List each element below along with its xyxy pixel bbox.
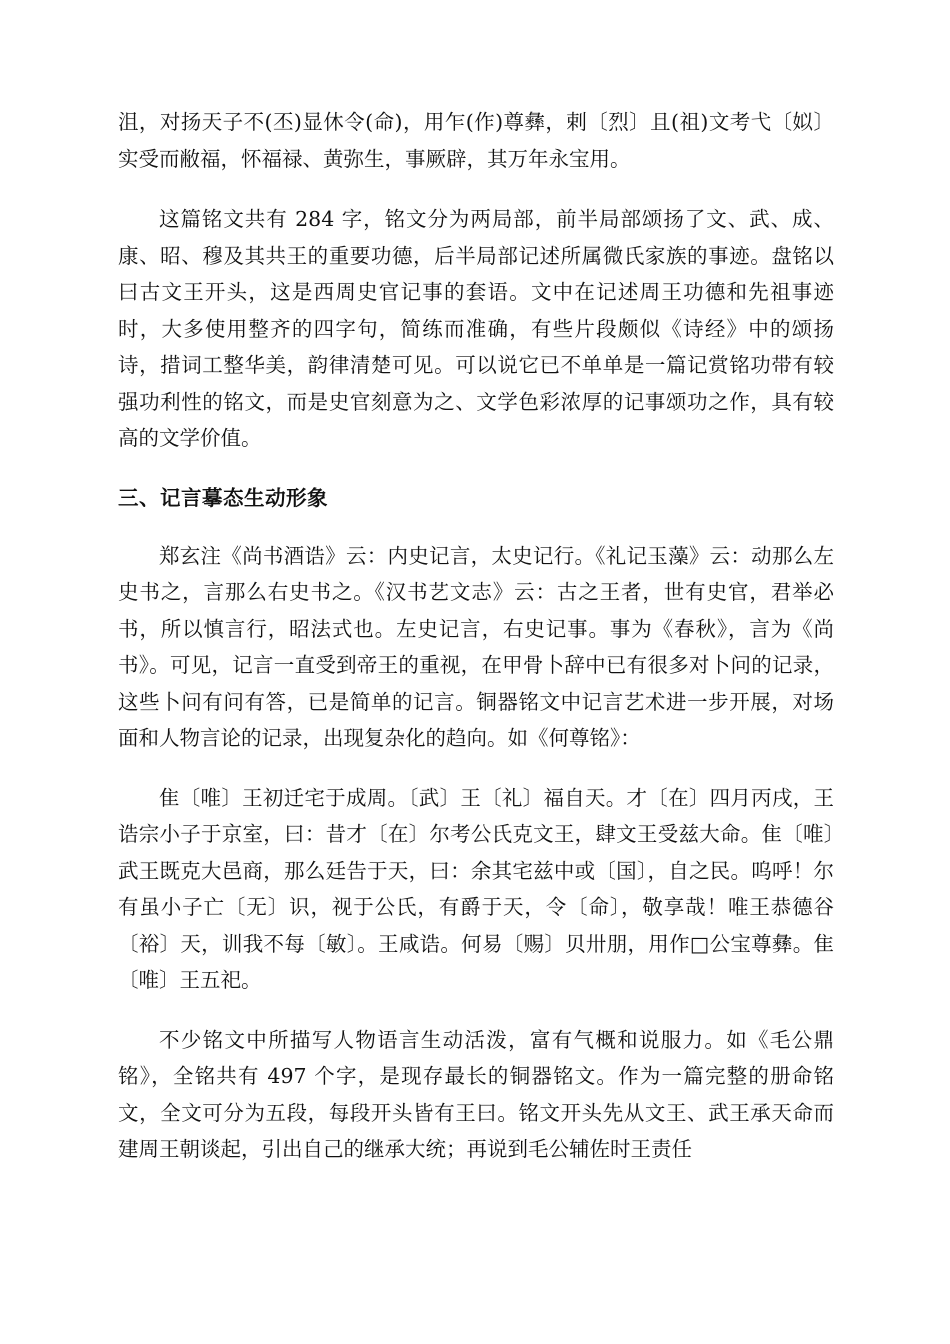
document-page (118, 104, 834, 1191)
section-heading: 三、记言摹态生动形象 (118, 485, 328, 510)
paragraph-mao-gong-ding: 不少铭文中所描写人物语言生动活泼，富有气概和说服力。如《毛公鼎铭》，全铭共有 497 个字，是现存最长的铜器铭文。作为一篇完整的册命铭文，全文可分为五段，每段开头皆有王曰。铭文开头先从文王、武王承天命而建周王朝谈起，引出自己的继承大统；再说到毛公辅佐时王责任 (118, 1027, 834, 1161)
paragraph-inscription-analysis: 这篇铭文共有 284 字，铭文分为两局部，前半局部颂扬了文、武、成、康、昭、穆及其共王的重要功德，后半局部记述所属微氏家族的事迹。盘铭以曰古文王开头，这是西周史官记事的套语。文中在记述周王功德和先祖事迹时，大多使用整齐的四字句，简练而准确，有些片段颇似《诗经》中的颂扬诗，措词工整华美，韵律清楚可见。可以说它已不单单是一篇记赏铭功带有较强功利性的铭文，而是史官刻意为之、文学色彩浓厚的记事颂功之作，具有较高的文学价值。 (118, 207, 834, 450)
paragraph-inscription-ending: 沮，对扬天子不(丕)显休令(命)，用乍(作)尊彝，剌〔烈〕且(祖)文考弋〔姒〕实受而敝福，怀福禄、黄弥生，事厥辟，其万年永宝用。 (118, 110, 834, 171)
paragraph-recording-speech: 郑玄注《尚书酒诰》云：内史记言，太史记行。《礼记玉藻》云：动那么左史书之，言那么右史书之。《汉书艺文志》云：古之王者，世有史官，君举必书，所以慎言行，昭法式也。左史记言，右史记事。事为《春秋》，言为《尚书》。可见，记言一直受到帝王的重视，在甲骨卜辞中已有很多对卜问的记录，这些卜问有问有答，已是简单的记言。铜器铭文中记言艺术进一步开展，对场面和人物言论的记录，出现复杂化的趋向。如《何尊铭》： (118, 543, 834, 750)
paragraph-he-zun-inscription: 隹〔唯〕王初迁宅于成周。〔武〕王〔礼〕福自天。才〔在〕四月丙戌，王诰宗小子于京室，曰：昔才〔在〕尔考公氏克文王，肆文王受兹大命。隹〔唯〕武王既克大邑商，那么廷告于天，曰：余其宅兹中或〔国〕，自之民。呜呼！尔有虽小子亡〔无〕识，视于公氏，有爵于天，令〔命〕，敬享哉！唯王恭德谷〔裕〕天，训我不每〔敏〕。王咸诰。何易〔赐〕贝卅朋，用作□公宝尊彝。隹〔唯〕王五祀。 (118, 785, 834, 992)
